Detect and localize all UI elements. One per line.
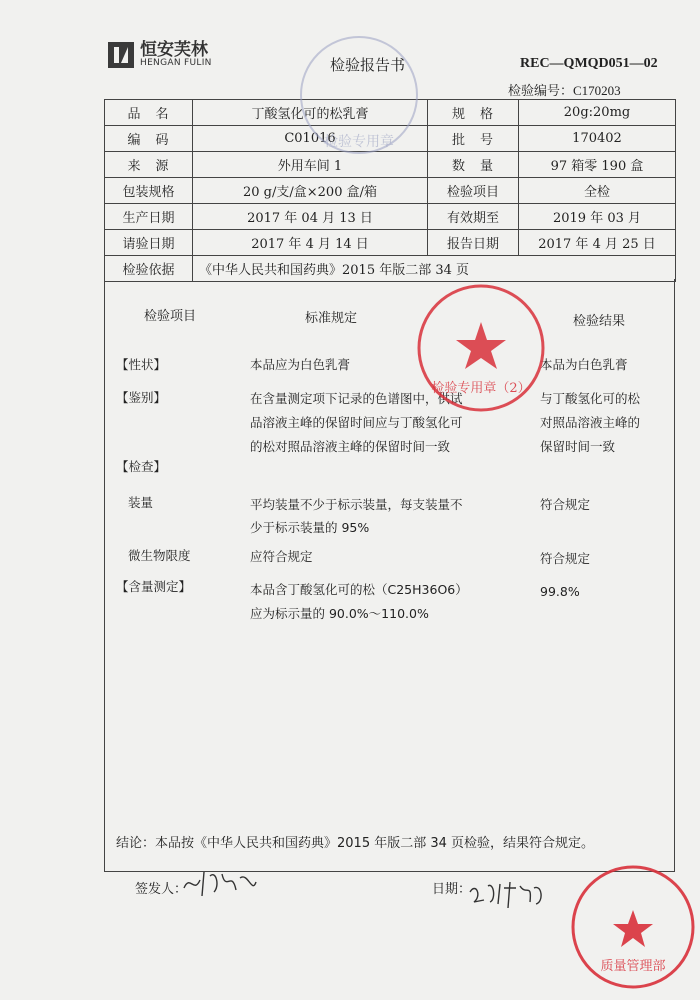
request-date-label: 请验日期: [105, 230, 193, 256]
result-identification-line2: 对照品溶液主峰的: [540, 415, 641, 430]
table-row: [105, 204, 676, 230]
result-identification-line3: 保留时间一致: [540, 439, 616, 454]
source-label: 来 源: [105, 152, 193, 178]
standard-appearance: 本品应为白色乳膏: [250, 357, 351, 372]
seal-text-2: 检验专用章（2）: [431, 381, 531, 396]
production-date-label: 生产日期: [105, 204, 193, 230]
inspection-item-label: 检验项目: [428, 178, 519, 204]
conclusion-text: 结论：本品按《中华人民共和国药典》2015 年版二部 34 页检验，结果符合规定。: [116, 836, 595, 851]
quality-seal-stamp: [568, 862, 698, 992]
standard-identification-line2: 品溶液主峰的保留时间应与丁酸氢化可: [250, 415, 463, 430]
quantity-value: 97 箱零 190 盒: [519, 152, 676, 178]
spec-label: 规 格: [428, 100, 519, 126]
result-identification-line1: 与丁酸氢化可的松: [540, 391, 641, 406]
package-label: 包装规格: [105, 178, 193, 204]
seal-text-3: 质量管理部: [600, 959, 666, 974]
document-code: REC—QMQD051—02: [520, 56, 658, 71]
report-number-value: C170203: [573, 83, 621, 98]
result-item-assay: 【含量测定】: [116, 579, 192, 594]
column-header-standard: 标准规定: [305, 311, 358, 326]
logo-mark-icon: [108, 42, 134, 68]
product-name-value: 丁酸氢化可的松乳膏: [193, 100, 428, 126]
report-number: [508, 80, 621, 99]
column-header-result: 检验结果: [573, 314, 626, 329]
basis-label: 检验依据: [105, 256, 193, 282]
standard-assay-line2: 应为标示量的 90.0%～110.0%: [250, 606, 429, 621]
seal-text-1: 检验专用章: [324, 134, 394, 150]
document-title: 检验报告书: [330, 56, 406, 74]
logo-english-name: HENGAN FULIN: [140, 58, 212, 68]
date-label: 日期：: [432, 882, 472, 897]
table-row: [105, 230, 676, 256]
signature-handwriting: [180, 866, 260, 900]
result-fill: 符合规定: [540, 497, 591, 512]
result-appearance: 本品为白色乳膏: [540, 357, 628, 372]
inspection-seal-stamp: [298, 34, 420, 156]
source-value: 外用车间 1: [193, 152, 428, 178]
product-name-label: 品 名: [105, 100, 193, 126]
result-assay: 99.8%: [540, 584, 580, 599]
batch-value: 170402: [519, 126, 676, 152]
standard-microbial: 应符合规定: [250, 549, 313, 564]
inspection-item-value: 全检: [519, 178, 676, 204]
result-microbial: 符合规定: [540, 551, 591, 566]
production-date-value: 2017 年 04 月 13 日: [193, 204, 428, 230]
seal-star-icon: [613, 910, 653, 947]
signer-label: 签发人：: [135, 882, 188, 897]
result-item-microbial: 微生物限度: [128, 548, 191, 563]
result-item-fill: 装量: [128, 495, 154, 510]
standard-fill-line2: 少于标示装量的 95%: [250, 520, 370, 535]
date-handwriting: [468, 878, 548, 918]
standard-assay-line1: 本品含丁酸氢化可的松（C25H36O6）: [250, 582, 468, 597]
report-date-value: 2017 年 4 月 25 日: [519, 230, 676, 256]
basis-value: 《中华人民共和国药典》2015 年版二部 34 页: [193, 256, 676, 282]
standard-identification-line1: 在含量测定项下记录的色谱图中，供试: [250, 391, 463, 406]
spec-value: 20g:20mg: [519, 100, 676, 126]
company-seal-stamp: [415, 282, 547, 414]
company-logo: [108, 42, 212, 68]
expiry-label: 有效期至: [428, 204, 519, 230]
expiry-value: 2019 年 03 月: [519, 204, 676, 230]
package-value: 20 g/支/盒×200 盒/箱: [193, 178, 428, 204]
column-header-item: 检验项目: [144, 309, 197, 324]
table-row: [105, 256, 676, 282]
logo-chinese-name: 恒安芙林: [140, 40, 208, 60]
request-date-value: 2017 年 4 月 14 日: [193, 230, 428, 256]
quantity-label: 数 量: [428, 152, 519, 178]
table-row: [105, 178, 676, 204]
code-label: 编 码: [105, 126, 193, 152]
standard-fill-line1: 平均装量不少于标示装量，每支装量不: [250, 497, 463, 512]
report-number-label: 检验编号：: [508, 83, 574, 98]
code-value: C01016: [193, 126, 428, 152]
result-item-appearance: 【性状】: [116, 357, 167, 372]
result-item-tests: 【检查】: [116, 459, 167, 474]
report-date-label: 报告日期: [428, 230, 519, 256]
batch-label: 批 号: [428, 126, 519, 152]
standard-identification-line3: 的松对照品溶液主峰的保留时间一致: [250, 439, 451, 454]
result-item-identification: 【鉴别】: [116, 390, 167, 405]
seal-star-icon: [456, 322, 506, 369]
